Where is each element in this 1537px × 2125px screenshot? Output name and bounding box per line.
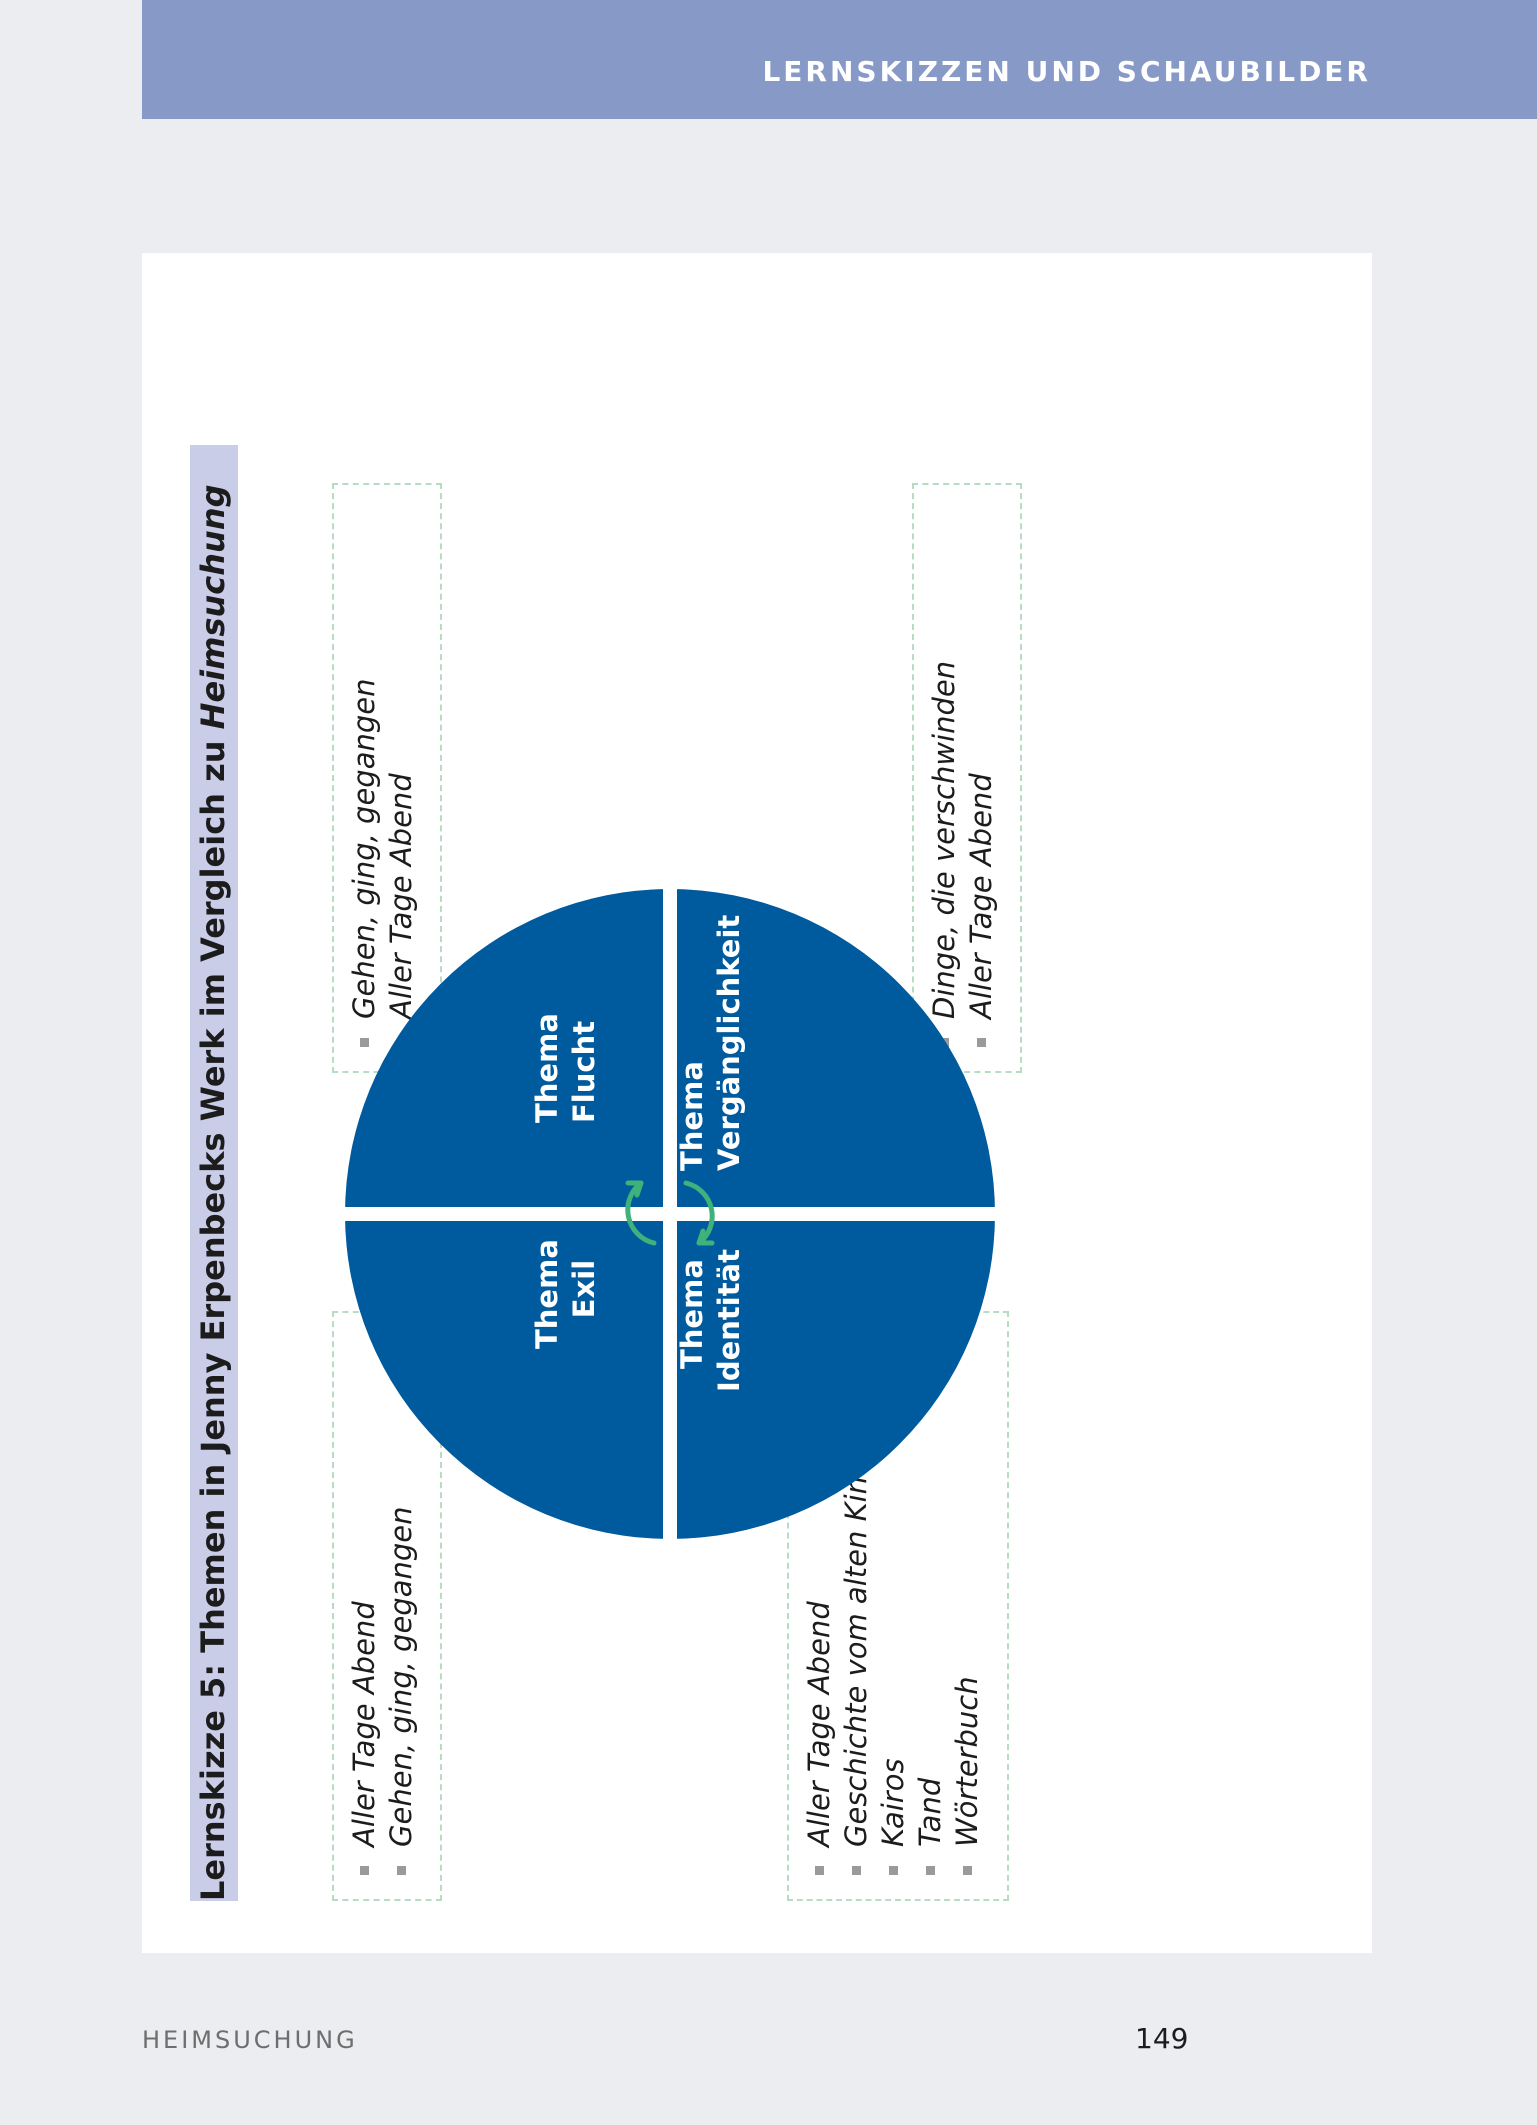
bullet-icon	[852, 1866, 861, 1875]
list-item: Gehen, ging, gegangen	[383, 1313, 420, 1881]
horizontal-divider	[663, 889, 677, 1539]
list-item: Aller Tage Abend	[963, 485, 1000, 1053]
bullet-icon	[815, 1866, 824, 1875]
quadrant-flucht-label: Thema Flucht	[530, 1013, 601, 1123]
figure-panel	[142, 253, 1372, 1953]
header-bar	[142, 0, 1537, 119]
list-item: Kairos	[875, 1313, 912, 1881]
quadrant-exil-label: Thema Exil	[530, 1239, 601, 1349]
figure-title-prefix: Lernskizze 5: Themen in Jenny Erpenbecks Werk im Vergleich zu	[194, 729, 232, 1901]
list-item: Aller Tage Abend	[383, 485, 420, 1053]
bullet-icon	[397, 1866, 406, 1875]
figure-title	[188, 484, 238, 1901]
bullet-icon	[963, 1866, 972, 1875]
theme-circle-diagram	[345, 889, 995, 1539]
quadrant-vergaenglichkeit-label: Thema Vergänglichkeit	[675, 914, 746, 1171]
rotated-figure	[142, 253, 1372, 1953]
figure-title-emphasis: Heimsuchung	[194, 484, 232, 730]
list-item: Aller Tage Abend	[801, 1313, 838, 1881]
page-number: 149	[1135, 2022, 1189, 2055]
bullet-icon	[926, 1866, 935, 1875]
list-item: Geschichte vom alten Kind	[838, 1313, 875, 1881]
bullet-icon	[360, 1866, 369, 1875]
quadrant-identitaet-label: Thema Identität	[675, 1249, 746, 1392]
list-item: Tand	[912, 1313, 949, 1881]
list-item: Wörterbuch	[949, 1313, 986, 1881]
list-item: Dinge, die verschwinden	[926, 485, 963, 1053]
list-item: Aller Tage Abend	[346, 1313, 383, 1881]
section-title: LERNSKIZZEN UND SCHAUBILDER	[762, 55, 1371, 88]
footer-book-title: HEIMSUCHUNG	[142, 2026, 358, 2054]
list-item: Gehen, ging, gegangen	[346, 485, 383, 1053]
bullet-icon	[889, 1866, 898, 1875]
